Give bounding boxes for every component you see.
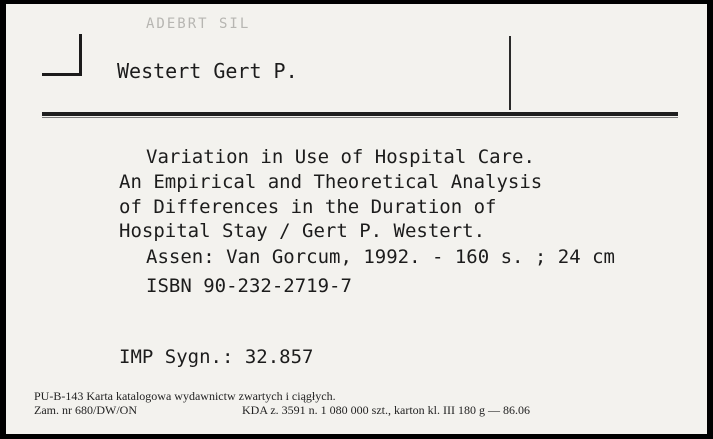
corner-mark-vertical — [79, 34, 82, 76]
corner-mark-horizontal — [42, 73, 82, 76]
header-rule — [42, 112, 678, 116]
isbn-line: ISBN 90-232-2719-7 — [146, 275, 352, 297]
title-line-3: of Differences in the Duration of — [119, 196, 497, 218]
footer-line-2-left: Zam. nr 680/DW/ON — [34, 403, 137, 417]
header-vertical-divider — [509, 36, 511, 110]
author-heading: Westert Gert P. — [117, 59, 298, 83]
faint-header-text: ADEBRT SIL — [146, 16, 251, 32]
catalog-card — [6, 4, 707, 434]
title-line-2: An Empirical and Theoretical Analysis — [119, 171, 543, 193]
call-number: IMP Sygn.: 32.857 — [119, 346, 314, 368]
footer-line-1: PU-B-143 Karta katalogowa wydawnictw zwartych i ciągłych. — [34, 389, 336, 403]
title-line-4: Hospital Stay / Gert P. Westert. — [119, 220, 486, 242]
title-line-1: Variation in Use of Hospital Care. — [146, 146, 535, 168]
imprint-line: Assen: Van Gorcum, 1992. - 160 s. ; 24 cm — [146, 246, 615, 268]
header-rule-shadow — [42, 117, 678, 118]
footer-line-2-right: KDA z. 3591 n. 1 080 000 szt., karton kl. III 180 g — 86.06 — [242, 403, 530, 417]
